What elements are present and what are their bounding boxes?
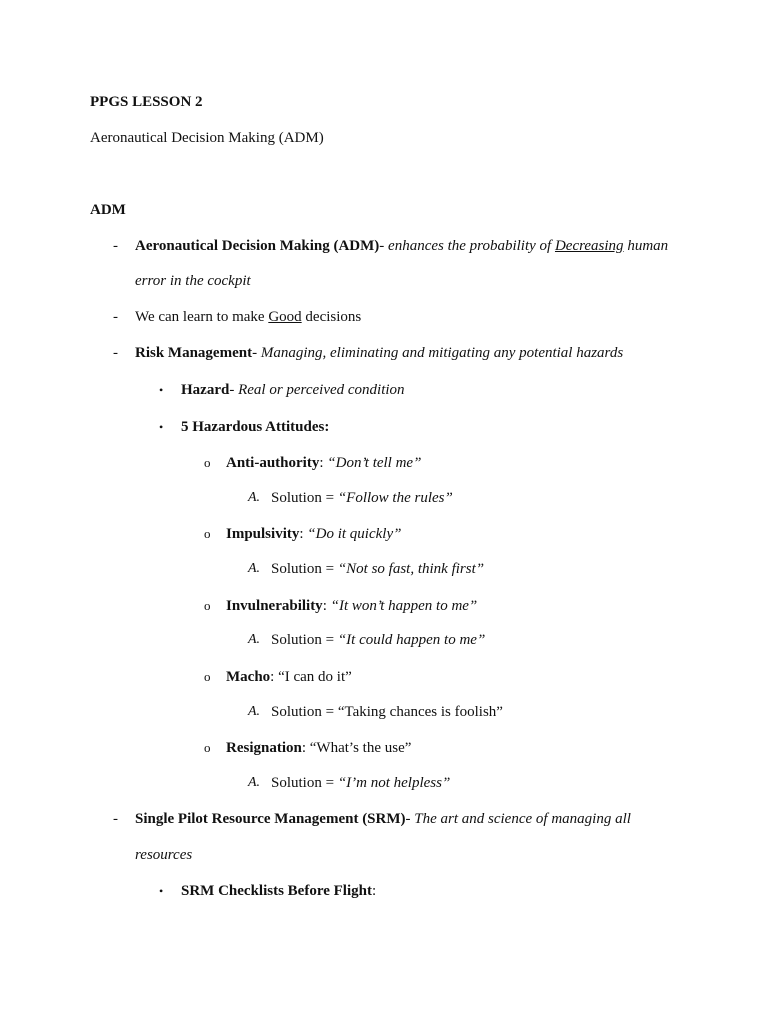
solution-item: Solution = “Not so fast, think first” [271,561,485,577]
dash-marker: - [113,238,118,254]
attitude-item: Macho: “I can do it” [226,669,352,685]
dash-marker: - [113,309,118,325]
dash-marker: - [113,811,118,827]
alpha-marker: A. [248,632,261,647]
attitude-item: Anti-authority: “Don’t tell me” [226,455,422,471]
circle-marker: o [204,598,211,613]
list-item-srm: Single Pilot Resource Management (SRM)- The art and science of managing all [135,811,631,827]
dash-marker: - [113,345,118,361]
alpha-marker: A. [248,775,261,790]
list-item-hazard: Hazard- Real or perceived condition [181,382,405,398]
doc-subtitle: Aeronautical Decision Making (ADM) [90,130,324,146]
list-item-srm-continued: resources [135,847,193,863]
attitude-item: Impulsivity: “Do it quickly” [226,526,402,542]
list-item-srm-checklists: SRM Checklists Before Flight: [181,883,377,899]
list-item-adm-continued: error in the cockpit [135,273,251,289]
section-heading: ADM [90,202,126,218]
bullet-marker: • [159,383,164,397]
doc-title: PPGS LESSON 2 [90,94,203,110]
circle-marker: o [204,455,211,470]
solution-item: Solution = “Follow the rules” [271,490,453,506]
attitude-item: Resignation: “What’s the use” [226,740,412,756]
bullet-marker: • [159,420,164,434]
list-item-adm: Aeronautical Decision Making (ADM)- enhances the probability of Decreasing human [135,238,669,254]
solution-item: Solution = “Taking chances is foolish” [271,704,503,720]
circle-marker: o [204,669,211,684]
attitude-item: Invulnerability: “It won’t happen to me” [226,598,478,614]
list-item-risk-management: Risk Management- Managing, eliminating and mitigating any potential hazards [135,345,624,361]
solution-item: Solution = “I’m not helpless” [271,775,451,791]
alpha-marker: A. [248,561,261,576]
alpha-marker: A. [248,704,261,719]
bullet-marker: • [159,884,164,898]
alpha-marker: A. [248,490,261,505]
list-item-good-decisions: We can learn to make Good decisions [135,309,362,325]
circle-marker: o [204,526,211,541]
circle-marker: o [204,740,211,755]
list-item-hazardous-attitudes: 5 Hazardous Attitudes: [181,419,330,435]
solution-item: Solution = “It could happen to me” [271,632,486,648]
